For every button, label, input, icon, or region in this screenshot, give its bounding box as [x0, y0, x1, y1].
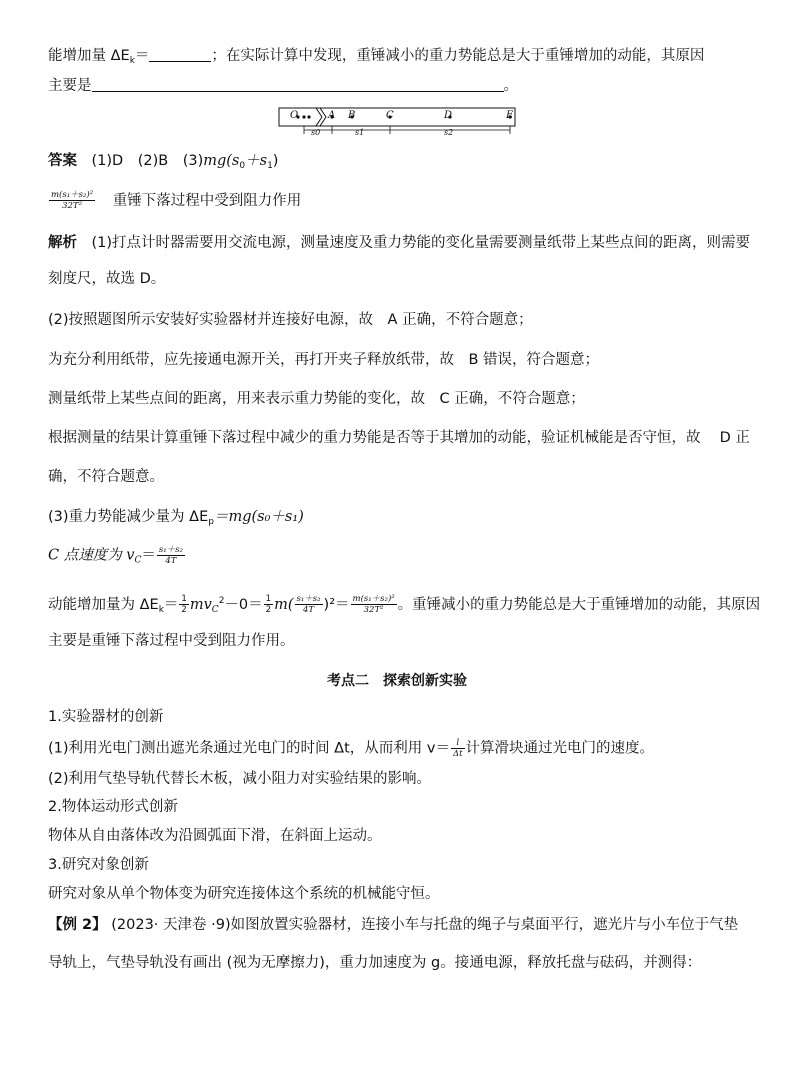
velocity-fraction-2: $\frac{\text{s₁＋s₂}}{4T}$ — [296, 594, 321, 616]
answer-fraction: $\frac{\text{m(s₁＋s₂)²}}{\text{32T²}}$ — [51, 190, 94, 211]
tape-point-O: O — [290, 110, 299, 121]
section-line-1: (1)利用光电门测出遮光条通过光电门的时间 Δt，从而利用 v＝ $\frac{l}{\Delta t}$ 计算滑块通过光电门的速度。 — [48, 738, 655, 759]
answer-blank — [149, 47, 211, 62]
tape-point-C: C — [386, 110, 394, 121]
example-line-1: 【例 2】 (2023· 天津卷 ·9)如图放置实验器材，连接小车与托盘的绳子与桌面平行，遮光片与小车位于气垫 — [48, 917, 739, 933]
analysis-p9: 主要是重锤下落过程中受到阻力作用。 — [48, 633, 295, 649]
analysis-p5a: 根据测量的结果计算重锤下落过程中减少的重力势能是否等于其增加的动能，验证机械能是否守恒，故 D 正 — [48, 430, 750, 446]
tape-point-A: A — [328, 110, 336, 121]
analysis-p2: (2)按照题图所示安装好实验器材并连接好电源，故 A 正确，不符合题意； — [48, 312, 533, 328]
segment-label-s2: s2 — [444, 128, 454, 136]
example-line-2: 导轨上，气垫导轨没有画出 (视为无摩擦力)，重力加速度为 g。接通电源，释放托盘与砝码，并测得： — [48, 955, 702, 971]
segment-label-s0: s0 — [311, 128, 321, 136]
analysis-p6: (3)重力势能减少量为 $\Delta E_p=mg(s_0+s_1)$ — [48, 509, 304, 527]
analysis-p1b: 刻度尺，故选 D。 — [48, 271, 166, 287]
analysis-p8: 动能增加量为 $\Delta E_k=$ $\frac{1}{2}$ $mv_C^2-0=$ $\frac{1}{2}$ m( $\frac{\text{s₁＋s₂}}{4T}$ )²＝ $\frac{\text{m(s₁＋s₂)²}}{\text{32T²}}$ 。重锤减小的重力势能总是大于重锤增加的动能，其原因 — [48, 594, 761, 616]
half-fraction: $\frac{1}{2}$ — [181, 594, 187, 616]
section-title: 考点二 探索创新实验 — [327, 673, 467, 689]
half-fraction-2: $\frac{1}{2}$ — [265, 594, 272, 616]
question-line-2: 主要是 。 — [48, 78, 518, 94]
analysis-p4: 测量纸带上某些点间的距离，用来表示重力势能的变化，故 C 正确，不符合题意； — [48, 391, 585, 407]
analysis-p3: 为充分利用纸带，应先接通电源开关，再打开夹子释放纸带，故 B 错误，符合题意； — [48, 352, 600, 368]
answer-formula-line: $\frac{\text{m(s₁＋s₂)²}}{\text{32T²}}$ 重锤下落过程中受到阻力作用 — [51, 190, 302, 211]
paper-tape-figure — [278, 106, 518, 136]
section-heading-2: 2.物体运动形式创新 — [48, 799, 178, 815]
answer-line: 答案 (1)D (2)B $(3)mg(s_0+s_1)$ — [48, 153, 279, 171]
tape-point-D: D — [444, 110, 453, 121]
analysis-p1a: 解析 (1)打点计时器需要用交流电源，测量速度及重力势能的变化量需要测量纸带上某些点间的距离，则需要 — [48, 235, 751, 251]
velocity-fraction: $\frac{\text{s₁＋s₂}}{4T}$ — [158, 545, 183, 566]
segment-label-s1: s1 — [355, 128, 365, 136]
section-heading-3: 3.研究对象创新 — [48, 857, 149, 873]
velocity-formula-fraction: $\frac{l}{\Delta t}$ — [452, 738, 463, 759]
section-line-2: (2)利用气垫导轨代替长木板，减小阻力对实验结果的影响。 — [48, 771, 432, 787]
kinetic-fraction: $\frac{\text{m(s₁＋s₂)²}}{\text{32T²}}$ — [352, 594, 395, 616]
analysis-p7: C 点速度为 $v_C=$ $\frac{\text{s₁＋s₂}}{4T}$ — [48, 545, 183, 566]
example-tag: 【例 2】 — [48, 917, 107, 933]
tape-point-B: B — [348, 110, 356, 121]
tape-point-E: E — [506, 110, 514, 121]
question-line-1: 能增加量 $\Delta E_k=$ ；在实际计算中发现，重锤减小的重力势能总是大于重锤增加的动能，其原因 — [48, 48, 705, 66]
answer-blank-long — [92, 77, 504, 92]
section-line-4: 研究对象从单个物体变为研究连接体这个系统的机械能守恒。 — [48, 886, 440, 902]
section-heading-1: 1.实验器材的创新 — [48, 709, 164, 725]
section-line-3: 物体从自由落体改为沿圆弧面下滑，在斜面上运动。 — [48, 828, 382, 844]
analysis-p5b: 确，不符合题意。 — [48, 469, 164, 485]
